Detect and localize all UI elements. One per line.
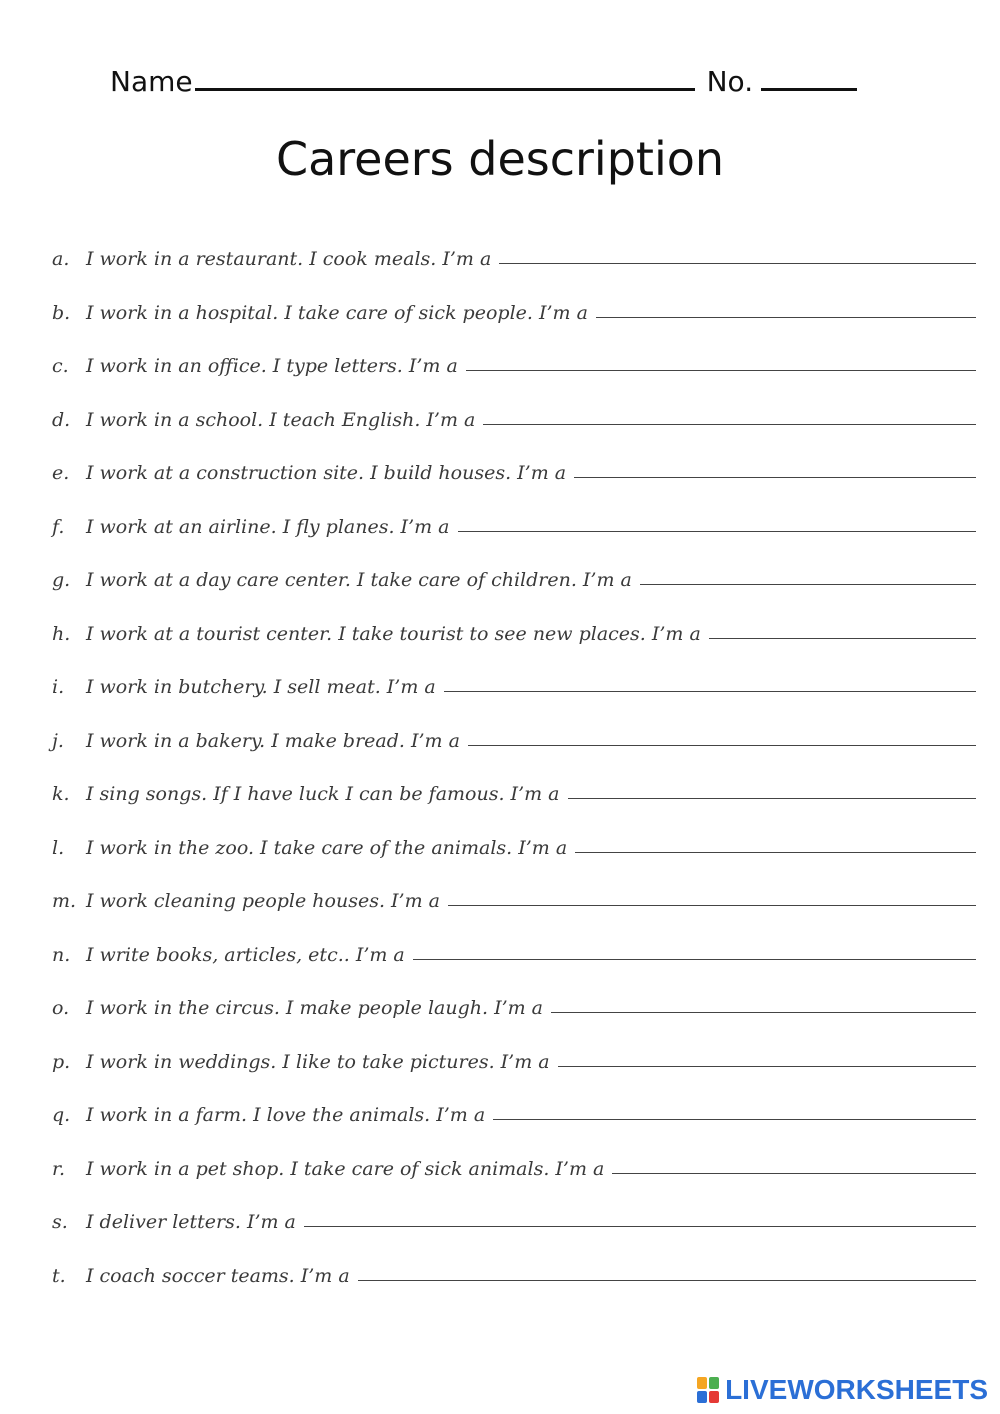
question-text: I work in a school. I teach English. I’m a [86, 408, 476, 431]
question-text: I work at a tourist center. I take tourist to see new places. I’m a [86, 622, 701, 645]
answer-blank[interactable] [596, 316, 976, 318]
question-letter: g. [52, 569, 71, 591]
question-text: I work cleaning people houses. I’m a [86, 890, 440, 912]
question-letter: h. [52, 622, 71, 645]
question-text: I work in the zoo. I take care of the animals. I’m a [86, 836, 568, 859]
question-letter: n. [52, 943, 71, 966]
question-item [52, 664, 982, 698]
question-text: I work in butchery. I sell meat. I’m a [86, 676, 436, 698]
answer-blank[interactable] [448, 904, 976, 906]
question-letter: t. [52, 1264, 66, 1287]
question-text: I work in the circus. I make people laugh. I’m a [86, 997, 544, 1019]
answer-blank[interactable] [499, 262, 976, 264]
question-letter: d. [52, 408, 71, 431]
liveworksheets-logo-icon [697, 1376, 721, 1404]
page-title: Careers description [275, 132, 725, 186]
question-text: I work in a restaurant. I cook meals. I’m a [86, 248, 492, 270]
question-text: I work in a pet shop. I take care of sick animals. I’m a [86, 1157, 605, 1180]
number-label: No. [706, 65, 754, 98]
question-item [52, 932, 982, 966]
question-text: I deliver letters. I’m a [86, 1211, 296, 1233]
liveworksheets-logo[interactable] [697, 1372, 988, 1408]
question-item [52, 1039, 982, 1073]
answer-blank[interactable] [304, 1225, 976, 1227]
question-letter: l. [52, 836, 65, 859]
question-item [52, 825, 982, 859]
question-letter: b. [52, 301, 71, 324]
question-letter: a. [52, 248, 70, 270]
answer-blank[interactable] [612, 1172, 976, 1174]
question-item [52, 450, 982, 484]
question-text: I coach soccer teams. I’m a [86, 1264, 350, 1287]
question-text: I write books, articles, etc.. I’m a [86, 943, 405, 966]
question-item [52, 1092, 982, 1126]
answer-blank[interactable] [458, 530, 977, 532]
question-item [52, 397, 982, 431]
answer-blank[interactable] [413, 958, 976, 960]
question-item [52, 1253, 982, 1287]
question-text: I work in an office. I type letters. I’m a [86, 355, 458, 377]
question-letter: s. [52, 1211, 68, 1233]
question-item [52, 290, 982, 324]
answer-blank[interactable] [493, 1118, 976, 1120]
answer-blank[interactable] [358, 1279, 976, 1281]
question-letter: r. [52, 1157, 66, 1180]
question-letter: o. [52, 997, 70, 1019]
question-letter: f. [52, 515, 65, 538]
answer-blank[interactable] [568, 797, 977, 799]
question-letter: m. [52, 890, 77, 912]
answer-blank[interactable] [709, 637, 976, 639]
name-blank [195, 58, 695, 91]
answer-blank[interactable] [575, 851, 976, 853]
question-letter: c. [52, 355, 69, 377]
question-text: I work in a farm. I love the animals. I’m a [86, 1104, 486, 1126]
name-number-line [110, 58, 890, 102]
answer-blank[interactable] [574, 476, 976, 478]
answer-blank[interactable] [468, 744, 976, 746]
question-text: I work in weddings. I like to take pictures. I’m a [86, 1050, 550, 1073]
question-item [52, 504, 982, 538]
question-letter: i. [52, 676, 65, 698]
question-item [52, 1146, 982, 1180]
question-letter: k. [52, 783, 70, 805]
question-letter: e. [52, 462, 70, 484]
question-text: I work at a construction site. I build houses. I’m a [86, 462, 567, 484]
answer-blank[interactable] [483, 423, 976, 425]
answer-blank[interactable] [640, 583, 976, 585]
question-letter: q. [52, 1104, 71, 1126]
question-letter: j. [52, 729, 64, 752]
question-item [52, 1199, 982, 1233]
question-letter: p. [52, 1050, 71, 1073]
question-text: I work at an airline. I fly planes. I’m a [86, 515, 450, 538]
question-text: I work in a hospital. I take care of sick people. I’m a [86, 301, 588, 324]
question-text: I work in a bakery. I make bread. I’m a [86, 729, 460, 752]
answer-blank[interactable] [444, 690, 976, 692]
question-item [52, 718, 982, 752]
answer-blank[interactable] [558, 1065, 976, 1067]
question-item [52, 611, 982, 645]
question-text: I sing songs. If I have luck I can be famous. I’m a [86, 783, 560, 805]
answer-blank[interactable] [551, 1011, 976, 1013]
name-label: Name [110, 65, 193, 98]
question-item [52, 771, 982, 805]
question-item [52, 985, 982, 1019]
question-text: I work at a day care center. I take care of children. I’m a [86, 569, 632, 591]
question-item [52, 557, 982, 591]
number-blank [761, 58, 857, 91]
question-item [52, 878, 982, 912]
answer-blank[interactable] [466, 369, 976, 371]
liveworksheets-logo-text: LIVEWORKSHEETS [725, 1374, 988, 1405]
question-item [52, 343, 982, 377]
question-item [52, 236, 982, 270]
